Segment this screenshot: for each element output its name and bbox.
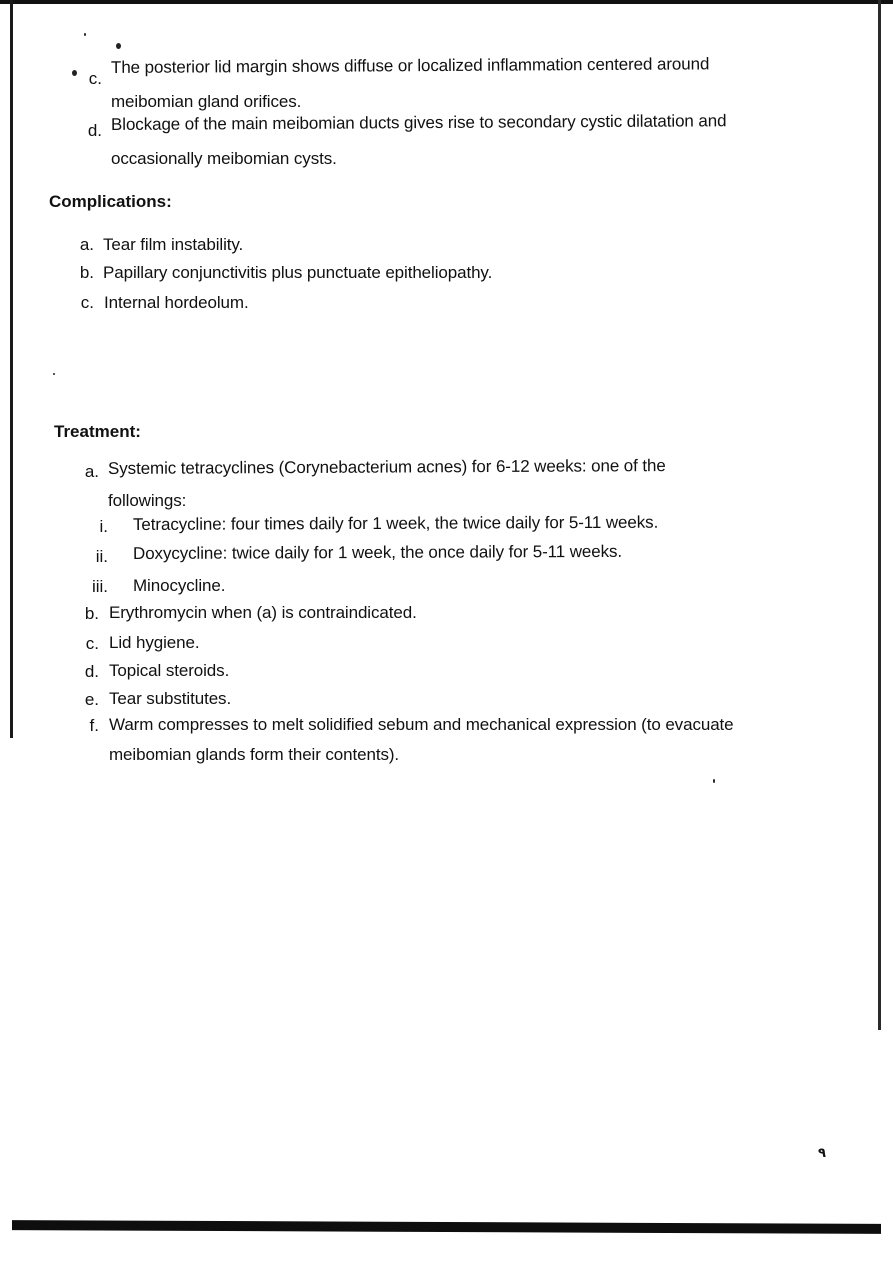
- sublist-marker: ii.: [95, 547, 108, 566]
- list-item-text: Systemic tetracyclines (Corynebacterium acnes) for 6-12 weeks: one of the: [107, 456, 666, 478]
- list-item-text: occasionally meibomian cysts.: [111, 149, 337, 168]
- sublist-marker: i.: [99, 517, 108, 536]
- list-marker: c.: [85, 634, 99, 653]
- list-item-text: meibomian glands form their contents).: [109, 745, 400, 764]
- sublist-item-text: Minocycline.: [133, 576, 226, 595]
- list-marker: c.: [88, 69, 102, 88]
- list-marker: f.: [89, 716, 99, 735]
- list-marker: b.: [84, 604, 99, 623]
- scan-speck: [713, 779, 715, 783]
- scan-edge-top: [0, 0, 893, 4]
- list-item-text: Blockage of the main meibomian ducts gives rise to secondary cystic dilatation and: [110, 111, 727, 134]
- list-item-text: Tear film instability.: [103, 235, 244, 254]
- scan-edge-right: [878, 0, 881, 1030]
- list-marker: c.: [80, 293, 94, 312]
- sublist-marker: iii.: [91, 577, 108, 596]
- list-marker: b.: [79, 263, 94, 282]
- scan-speck: [116, 43, 121, 49]
- list-marker: d.: [87, 121, 102, 140]
- treatment-heading: Treatment:: [54, 422, 141, 441]
- list-marker: a.: [84, 462, 99, 481]
- complications-heading: Complications:: [49, 192, 172, 211]
- list-item-text: Papillary conjunctivitis plus punctuate epitheliopathy.: [103, 263, 493, 282]
- list-item-text: followings:: [108, 491, 187, 510]
- list-item-text: Lid hygiene.: [109, 633, 200, 652]
- list-item-text: meibomian gland orifices.: [111, 92, 302, 111]
- scan-edge-left: [10, 0, 13, 738]
- scan-edge-bottom: [12, 1220, 881, 1234]
- list-item-text: Topical steroids.: [109, 661, 230, 680]
- list-marker: d.: [84, 662, 99, 681]
- list-marker: a.: [79, 235, 94, 254]
- sublist-item-text: Tetracycline: four times daily for 1 week, the twice daily for 5-11 weeks.: [132, 512, 659, 534]
- list-item-text: Warm compresses to melt solidified sebum and mechanical expression (to evacuate: [109, 715, 734, 734]
- list-item-text: Erythromycin when (a) is contraindicated.: [109, 603, 417, 622]
- list-item-text: Tear substitutes.: [109, 689, 232, 708]
- scan-speck: [53, 373, 55, 375]
- page-number: ٩: [818, 1145, 826, 1160]
- list-item-text: The posterior lid margin shows diffuse or localized inflammation centered around: [110, 54, 710, 77]
- scan-speck: [72, 70, 77, 76]
- scan-speck: [84, 33, 86, 36]
- list-marker: e.: [84, 690, 99, 709]
- list-item-text: Internal hordeolum.: [104, 293, 249, 312]
- sublist-item-text: Doxycycline: twice daily for 1 week, the once daily for 5-11 weeks.: [132, 541, 623, 563]
